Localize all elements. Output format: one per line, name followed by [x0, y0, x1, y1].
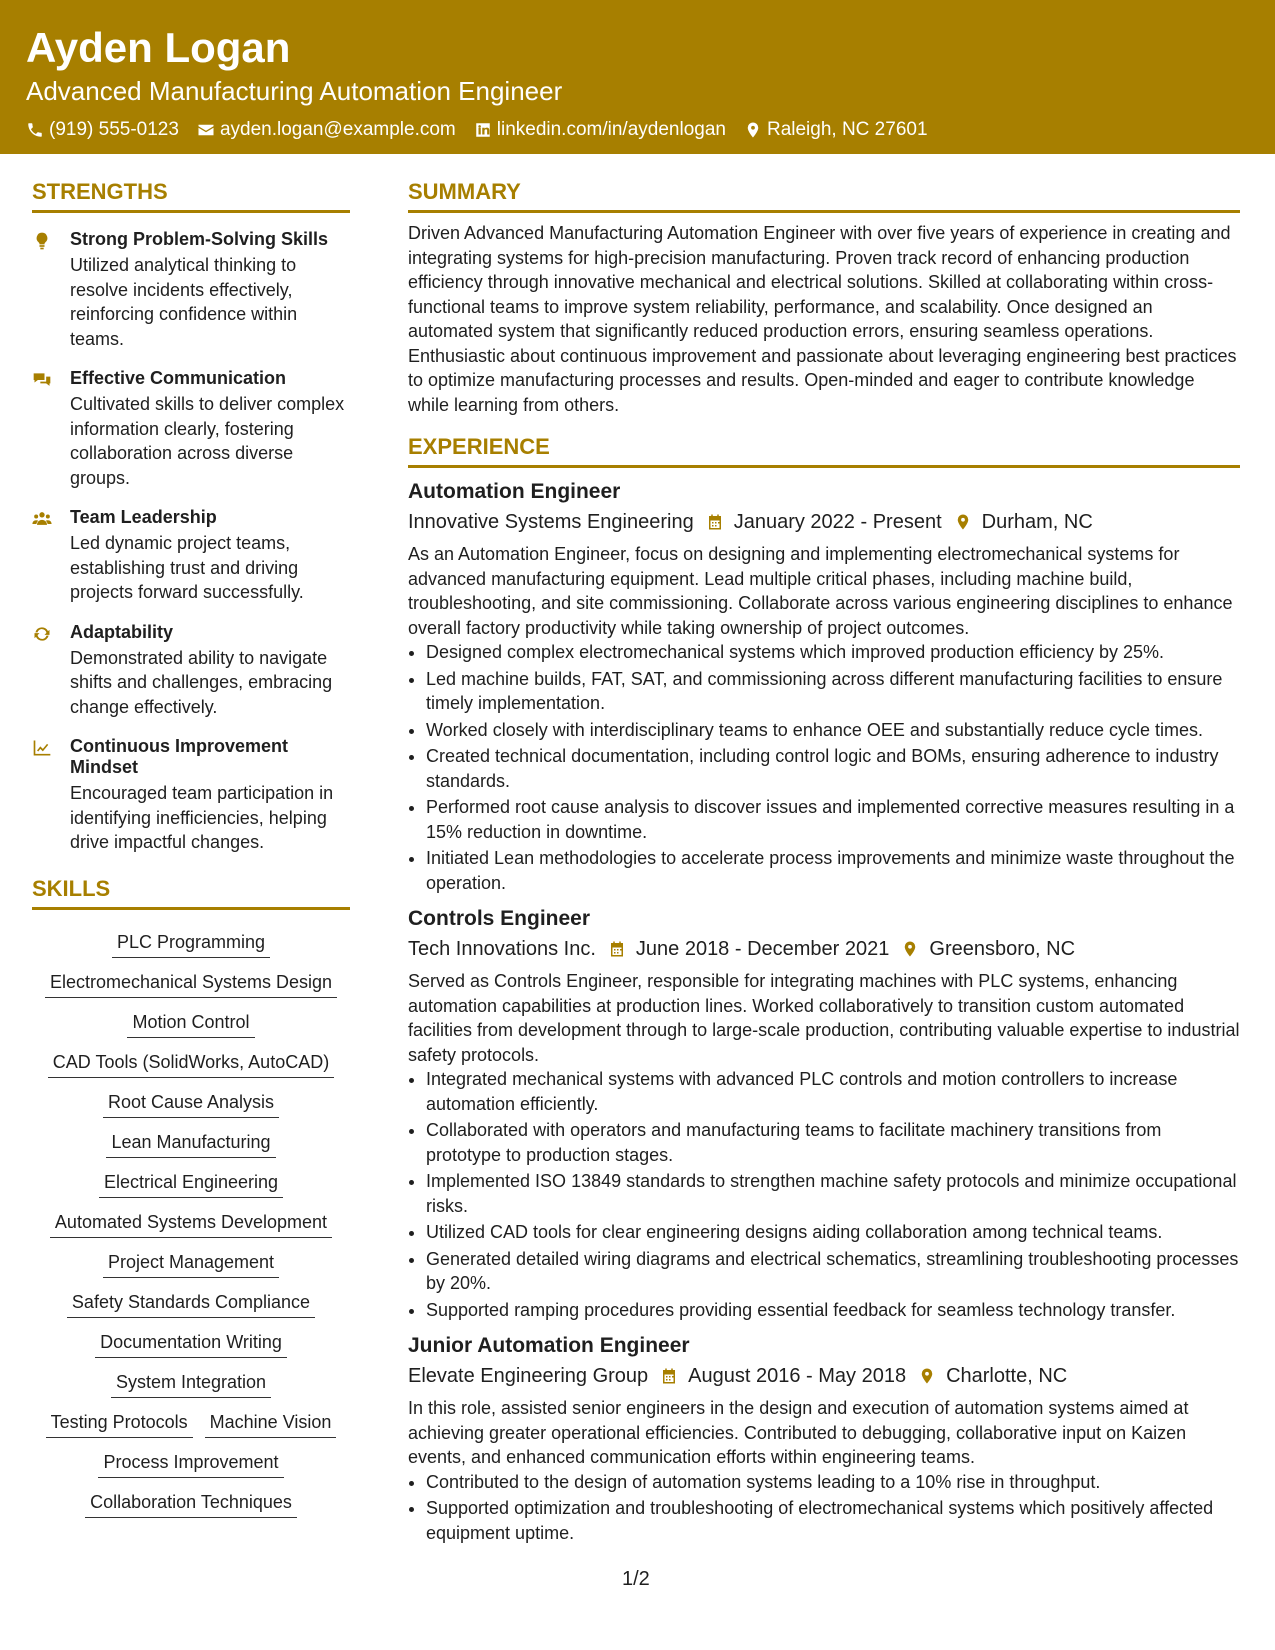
- skill-tag: Root Cause Analysis: [103, 1090, 279, 1118]
- job-meta: [408, 508, 1240, 536]
- calendar-icon: [660, 1367, 678, 1385]
- refresh-icon: [32, 624, 52, 644]
- strength-item: [32, 368, 350, 490]
- job-bullet: • Implemented ISO 13849 standards to strengthen machine safety protocols and minimize occupational risks.: [426, 1169, 1240, 1218]
- linkedin-icon: [474, 121, 492, 139]
- summary-text: Driven Advanced Manufacturing Automation Engineer with over five years of experience in creating and integrating systems for high-precision manufacturing. Proven track record of enhancing production efficiency through innovative mechanical and electrical solutions. Skilled at collaborating within cross-functional teams to improve system reliability, performance, and scalability. Once designed an automated system that significantly reduced production errors, ensuring seamless operations. Enthusiastic about continuous improvement and passionate about leveraging engineering best practices to optimize manufacturing processes and results. Open-minded and eager to contribute knowledge while learning from others.: [408, 223, 1237, 415]
- skill-tag: Process Improvement: [98, 1450, 283, 1478]
- job-bullet: • Created technical documentation, including control logic and BOMs, ensuring adherence to industry standards.: [426, 744, 1240, 793]
- job-location: Durham, NC: [981, 511, 1093, 533]
- job-bullet: • Generated detailed wiring diagrams and electrical schematics, streamlining troubleshooting processes by 20%.: [426, 1247, 1240, 1296]
- strength-item: [32, 622, 350, 720]
- lightbulb-icon: [32, 231, 52, 251]
- job-location: Charlotte, NC: [946, 1365, 1068, 1387]
- contact-bar: [26, 118, 1275, 142]
- job-dates: January 2022 - Present: [733, 511, 942, 533]
- job-dates: June 2018 - December 2021: [635, 938, 890, 960]
- skill-tag: Safety Standards Compliance: [67, 1290, 315, 1318]
- job-description: In this role, assisted senior engineers in the design and execution of automation systems aimed at achieving greater operational efficiencies. Contributed to debugging, collaborative input on Kaizen events, and enhanced communication efforts within engineering teams.: [408, 1398, 1189, 1467]
- job-company: Innovative Systems Engineering: [408, 511, 694, 533]
- strength-item: [32, 229, 350, 351]
- job-entry: [408, 905, 1240, 1322]
- skill-tag: Collaboration Techniques: [85, 1490, 297, 1518]
- job-company: Elevate Engineering Group: [408, 1365, 649, 1387]
- skill-tag: Electromechanical Systems Design: [45, 970, 337, 998]
- job-role: Automation Engineer: [408, 480, 621, 503]
- job-entry: [408, 1332, 1240, 1545]
- job-description: Served as Controls Engineer, responsible for integrating machines with PLC systems, enhancing automation capabilities at production lines. Worked collaboratively to transition custom automated facilities from development through to large-scale production, contributing valuable expertise to industrial safety protocols.: [408, 971, 1240, 1065]
- job-bullet: • Worked closely with interdisciplinary teams to enhance OEE and substantially reduce cycle times.: [426, 718, 1240, 743]
- job-company: Tech Innovations Inc.: [408, 938, 596, 960]
- calendar-icon: [608, 940, 626, 958]
- strength-title: Adaptability: [70, 621, 174, 642]
- map-pin-icon: [744, 121, 762, 139]
- skill-tag: Motion Control: [127, 1010, 254, 1038]
- skill-tag: Machine Vision: [205, 1410, 337, 1438]
- job-bullet: • Led machine builds, FAT, SAT, and commissioning across different manufacturing facilities to ensure timely implementation.: [426, 667, 1240, 716]
- contact-phone[interactable]: [26, 118, 179, 142]
- job-bullet: • Integrated mechanical systems with advanced PLC controls and motion controllers to increase automation efficiently.: [426, 1067, 1240, 1116]
- strength-item: [32, 736, 350, 855]
- skill-tag: PLC Programming: [112, 930, 270, 958]
- strengths-heading: STRENGTHS: [32, 178, 350, 213]
- strengths-list: [32, 229, 350, 855]
- job-role: Junior Automation Engineer: [408, 1334, 690, 1357]
- job-bullet: • Supported ramping procedures providing essential feedback for seamless technology transfer.: [426, 1298, 1240, 1323]
- email-text: ayden.logan@example.com: [219, 119, 456, 140]
- job-description: As an Automation Engineer, focus on designing and implementing electromechanical systems for advanced manufacturing equipment. Lead multiple critical phases, including machine build, troubleshooting, and site commissioning. Collaborate across various engineering disciplines to enhance overall factory productivity while taking ownership of project outcomes.: [408, 544, 1233, 638]
- job-bullet: • Collaborated with operators and manufacturing teams to facilitate machinery transitions from prototype to production stages.: [426, 1118, 1240, 1167]
- location-text: Raleigh, NC 27601: [766, 119, 928, 140]
- envelope-icon: [197, 121, 215, 139]
- calendar-icon: [706, 513, 724, 531]
- job-meta: [408, 935, 1240, 963]
- strength-desc: Utilized analytical thinking to resolve incidents effectively, reinforcing confidence within teams.: [70, 255, 298, 349]
- skill-tag: Documentation Writing: [95, 1330, 287, 1358]
- users-icon: [32, 509, 52, 529]
- contact-linkedin[interactable]: [474, 118, 726, 142]
- strength-title: Effective Communication: [70, 368, 287, 388]
- map-pin-icon: [954, 513, 972, 531]
- map-pin-icon: [918, 1367, 936, 1385]
- strength-desc: Demonstrated ability to navigate shifts and challenges, embracing change effectively.: [70, 647, 333, 717]
- phone-icon: [26, 121, 44, 139]
- strength-title: Team Leadership: [70, 507, 217, 527]
- linkedin-text: linkedin.com/in/aydenlogan: [496, 119, 726, 140]
- skill-tag: Lean Manufacturing: [106, 1130, 275, 1158]
- job-entry: [408, 478, 1240, 895]
- left-column: [32, 178, 350, 1524]
- job-bullet: • Utilized CAD tools for clear engineering designs aiding collaboration among technical teams.: [426, 1220, 1240, 1245]
- experience-heading: EXPERIENCE: [408, 433, 1240, 468]
- strength-desc: Cultivated skills to deliver complex information clearly, fostering collaboration across diverse groups.: [70, 394, 345, 488]
- skill-tag: Testing Protocols: [46, 1410, 193, 1438]
- experience-section: [408, 433, 1240, 1545]
- skill-tag: Automated Systems Development: [50, 1210, 332, 1238]
- contact-location: [744, 118, 928, 142]
- resume-header: [0, 0, 1275, 154]
- page-number: 1/2: [622, 1568, 650, 1590]
- phone-text: (919) 555-0123: [49, 119, 179, 140]
- job-bullets: [408, 1067, 1240, 1322]
- job-dates: August 2016 - May 2018: [688, 1365, 907, 1387]
- job-role: Controls Engineer: [408, 907, 591, 930]
- job-meta: [408, 1362, 1240, 1390]
- contact-email[interactable]: [197, 118, 456, 142]
- job-bullet: • Supported optimization and troubleshooting of electromechanical systems which positively affected equipment uptime.: [426, 1496, 1240, 1545]
- job-bullet: • Performed root cause analysis to discover issues and implemented corrective measures resulting in a 15% reduction in downtime.: [426, 795, 1240, 844]
- skill-tag: CAD Tools (SolidWorks, AutoCAD): [48, 1050, 334, 1078]
- summary-heading: SUMMARY: [408, 178, 1240, 213]
- skills-heading: SKILLS: [32, 875, 350, 910]
- skill-tag: System Integration: [111, 1370, 271, 1398]
- job-bullet: • Contributed to the design of automation systems leading to a 10% rise in throughput.: [426, 1470, 1240, 1495]
- skill-tag: Electrical Engineering: [99, 1170, 283, 1198]
- candidate-title: Advanced Manufacturing Automation Engineer: [26, 76, 563, 106]
- strength-desc: Led dynamic project teams, establishing trust and driving projects forward successfully.: [70, 533, 304, 602]
- job-bullets: [408, 640, 1240, 895]
- strength-title: Strong Problem-Solving Skills: [70, 229, 329, 249]
- chart-line-icon: [32, 738, 52, 758]
- map-pin-icon: [901, 940, 919, 958]
- job-bullets: [408, 1470, 1240, 1546]
- strength-desc: Encouraged team participation in identifying inefficiencies, helping drive impactful changes.: [70, 783, 334, 852]
- job-bullet: • Initiated Lean methodologies to accelerate process improvements and minimize waste throughout the operation.: [426, 846, 1240, 895]
- candidate-name: Ayden Logan: [26, 24, 291, 71]
- job-location: Greensboro, NC: [929, 938, 1076, 960]
- job-bullet: • Designed complex electromechanical systems which improved production efficiency by 25%.: [426, 640, 1240, 665]
- strength-item: [32, 507, 350, 605]
- skill-tag: Project Management: [103, 1250, 279, 1278]
- strength-title: Continuous Improvement Mindset: [70, 736, 289, 777]
- right-column: [408, 178, 1240, 1547]
- chat-bubbles-icon: [32, 370, 52, 390]
- skills-list: [32, 924, 350, 1524]
